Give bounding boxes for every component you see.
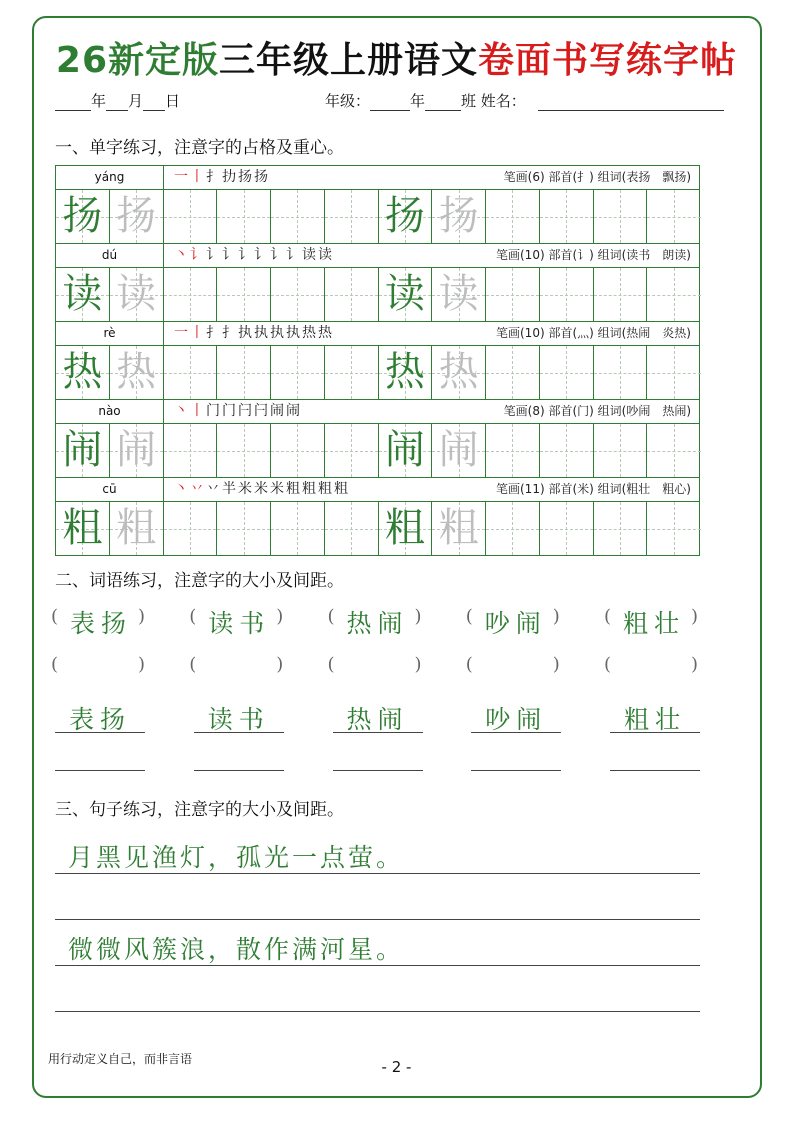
stroke-step: 扬 — [238, 169, 254, 185]
stroke-step: 热 — [302, 325, 318, 341]
stroke-step: 粗 — [302, 481, 318, 497]
stroke-order — [174, 400, 302, 423]
stroke-step: 丨 — [190, 169, 206, 185]
practice-cell[interactable] — [432, 346, 486, 399]
char-info-row — [56, 322, 699, 346]
month-label: 月 — [128, 92, 144, 110]
trace-character: 扬 — [116, 193, 157, 239]
stroke-step: 读 — [302, 247, 318, 263]
model-character: 读 — [62, 271, 103, 317]
practice-cell[interactable] — [56, 190, 110, 243]
practice-cell[interactable] — [647, 502, 701, 555]
practice-cell[interactable] — [325, 268, 379, 321]
word-row-blank — [51, 652, 704, 681]
practice-cell[interactable] — [217, 424, 271, 477]
stroke-step: 丨 — [190, 403, 206, 419]
stroke-step: 一 — [174, 325, 190, 341]
word-guided: ( 表扬 ) — [51, 606, 151, 638]
stroke-step: 丷 — [206, 481, 222, 497]
stroke-step: 闩 — [238, 403, 254, 419]
practice-cell[interactable] — [432, 190, 486, 243]
practice-cell[interactable] — [594, 502, 648, 555]
stroke-step: 门 — [222, 403, 238, 419]
sentence-2: 微微风簇浪，散作满河星。 — [68, 935, 405, 964]
model-character: 读 — [384, 271, 425, 317]
trace-character: 读 — [116, 271, 157, 317]
trace-character: 闹 — [116, 427, 157, 473]
practice-cell[interactable] — [164, 190, 218, 243]
stroke-step: 讠 — [222, 247, 238, 263]
char-info-row — [56, 478, 699, 502]
year-label: 年 — [91, 92, 107, 110]
stroke-step: 一 — [174, 169, 190, 185]
section3-title: 三、句子练习，注意字的大小及间距。 — [55, 800, 344, 820]
stroke-order — [174, 166, 270, 189]
stroke-step: 丶 — [174, 481, 190, 497]
practice-cell[interactable] — [271, 268, 325, 321]
grade-blank[interactable] — [370, 94, 410, 111]
word-blank[interactable]: ( ) — [327, 654, 428, 675]
class-blank[interactable] — [425, 94, 461, 111]
practice-cell[interactable] — [217, 190, 271, 243]
stroke-order — [174, 322, 334, 345]
word-guided: ( 热闹 ) — [327, 606, 428, 638]
character-grid — [55, 165, 700, 556]
stroke-step: 执 — [238, 325, 254, 341]
char-meta: 笔画(8) 部首(门) 组词(吵闹 热闹) — [503, 404, 691, 418]
model-character: 热 — [384, 349, 425, 395]
practice-cell[interactable] — [325, 190, 379, 243]
stroke-step: 丶 — [174, 403, 190, 419]
practice-cell[interactable] — [540, 268, 594, 321]
trace-character: 粗 — [116, 505, 157, 551]
practice-cell[interactable] — [432, 424, 486, 477]
grade-year-label: 年 — [410, 92, 426, 110]
stroke-order — [174, 244, 334, 267]
model-character: 扬 — [384, 193, 425, 239]
word-empty-line[interactable] — [194, 748, 284, 771]
practice-cell[interactable] — [110, 190, 164, 243]
word-guided: ( 粗壮 ) — [604, 606, 704, 638]
stroke-order — [174, 478, 350, 501]
stroke-step: 热 — [318, 325, 334, 341]
practice-cell[interactable] — [379, 268, 433, 321]
word-guided: ( 读书 ) — [189, 606, 290, 638]
year-blank[interactable] — [55, 94, 91, 111]
word-blank[interactable]: ( ) — [604, 654, 704, 675]
class-name-label: 班 姓名： — [461, 92, 526, 110]
pinyin-cell: rè — [56, 322, 164, 345]
day-blank[interactable] — [143, 94, 165, 111]
stroke-step: 半 — [222, 481, 238, 497]
char-meta: 笔画(10) 部首(讠) 组词(读书 朗读) — [496, 248, 691, 262]
stroke-step: 执 — [286, 325, 302, 341]
grade-fields — [325, 90, 724, 111]
practice-cell[interactable] — [110, 346, 164, 399]
practice-cell[interactable] — [379, 346, 433, 399]
stroke-step: 扬 — [254, 169, 270, 185]
title-green: 26新定版 — [55, 40, 220, 81]
stroke-step: 扌 — [206, 325, 222, 341]
pinyin-cell: nào — [56, 400, 164, 423]
stroke-step: 讠 — [286, 247, 302, 263]
word-row-guided — [51, 604, 704, 640]
section1-title: 一、单字练习，注意字的占格及重心。 — [55, 138, 344, 158]
practice-cell[interactable] — [540, 502, 594, 555]
stroke-step: 扌 — [206, 169, 222, 185]
pinyin-cell: cū — [56, 478, 164, 501]
word-empty-line[interactable] — [471, 748, 561, 771]
practice-cell[interactable] — [271, 502, 325, 555]
practice-cell[interactable] — [594, 424, 648, 477]
practice-cell[interactable] — [56, 502, 110, 555]
stroke-step: 讠 — [270, 247, 286, 263]
word-underlined: 粗壮 — [610, 700, 700, 733]
day-label: 日 — [165, 92, 181, 110]
stroke-step: 讠 — [190, 247, 206, 263]
practice-cell[interactable] — [540, 424, 594, 477]
page-title — [0, 32, 793, 83]
practice-cell[interactable] — [432, 268, 486, 321]
trace-character: 粗 — [438, 505, 479, 551]
char-practice-row — [56, 268, 699, 322]
stroke-step: 丷 — [190, 481, 206, 497]
model-character: 闹 — [62, 427, 103, 473]
word-underlined: 表扬 — [55, 700, 145, 733]
sentence-line-4[interactable] — [55, 1011, 700, 1012]
word-underlined: 热闹 — [333, 700, 423, 733]
stroke-step: 闹 — [270, 403, 286, 419]
practice-cell[interactable] — [325, 346, 379, 399]
practice-cell[interactable] — [217, 268, 271, 321]
word-guided: ( 吵闹 ) — [465, 606, 566, 638]
practice-cell[interactable] — [110, 424, 164, 477]
practice-cell[interactable] — [647, 268, 701, 321]
model-character: 热 — [62, 349, 103, 395]
stroke-step: 丶 — [174, 247, 190, 263]
title-black: 三年级上册语文 — [219, 40, 479, 81]
stroke-step: 闹 — [286, 403, 302, 419]
practice-cell[interactable] — [325, 502, 379, 555]
practice-cell[interactable] — [56, 424, 110, 477]
stroke-step: 粗 — [286, 481, 302, 497]
practice-cell[interactable] — [217, 502, 271, 555]
practice-cell[interactable] — [56, 346, 110, 399]
stroke-step: 读 — [318, 247, 334, 263]
practice-cell[interactable] — [540, 346, 594, 399]
header-row — [55, 90, 745, 112]
char-practice-row — [56, 190, 699, 244]
practice-cell[interactable] — [486, 268, 540, 321]
practice-cell[interactable] — [379, 424, 433, 477]
word-empty-line[interactable] — [610, 748, 700, 771]
sentence-line-1[interactable] — [55, 873, 700, 874]
stroke-step: 粗 — [334, 481, 350, 497]
char-info-row — [56, 400, 699, 424]
stroke-step: 丨 — [190, 325, 206, 341]
char-meta: 笔画(10) 部首(灬) 组词(热闹 炎热) — [496, 326, 691, 340]
practice-cell[interactable] — [486, 502, 540, 555]
practice-cell[interactable] — [486, 424, 540, 477]
stroke-step: 米 — [270, 481, 286, 497]
page-number: - 2 - — [381, 1058, 412, 1076]
practice-cell[interactable] — [594, 190, 648, 243]
word-row-empty-lines — [55, 748, 700, 771]
pinyin-cell: dú — [56, 244, 164, 267]
practice-cell[interactable] — [164, 424, 218, 477]
practice-cell[interactable] — [271, 190, 325, 243]
stroke-step: 米 — [254, 481, 270, 497]
stroke-step: 讠 — [254, 247, 270, 263]
stroke-step: 扐 — [222, 169, 238, 185]
stroke-step: 门 — [206, 403, 222, 419]
date-fields — [55, 90, 180, 111]
word-underlined: 吵闹 — [471, 700, 561, 733]
practice-cell[interactable] — [647, 346, 701, 399]
stroke-step: 讠 — [238, 247, 254, 263]
practice-cell[interactable] — [325, 424, 379, 477]
model-character: 粗 — [384, 505, 425, 551]
stroke-step: 执 — [270, 325, 286, 341]
practice-cell[interactable] — [271, 346, 325, 399]
model-character: 扬 — [62, 193, 103, 239]
practice-cell[interactable] — [379, 502, 433, 555]
practice-cell[interactable] — [647, 190, 701, 243]
practice-cell[interactable] — [110, 502, 164, 555]
title-red: 卷面书写练字帖 — [478, 40, 738, 81]
trace-character: 热 — [438, 349, 479, 395]
practice-cell[interactable] — [594, 346, 648, 399]
practice-cell[interactable] — [432, 502, 486, 555]
trace-character: 扬 — [438, 193, 479, 239]
trace-character: 闹 — [438, 427, 479, 473]
practice-cell[interactable] — [164, 502, 218, 555]
practice-cell[interactable] — [594, 268, 648, 321]
practice-cell[interactable] — [647, 424, 701, 477]
practice-cell[interactable] — [379, 190, 433, 243]
word-blank[interactable]: ( ) — [51, 654, 151, 675]
practice-cell[interactable] — [540, 190, 594, 243]
word-blank[interactable]: ( ) — [465, 654, 566, 675]
model-character: 粗 — [62, 505, 103, 551]
stroke-step: 闩 — [254, 403, 270, 419]
word-empty-line[interactable] — [55, 748, 145, 771]
practice-cell[interactable] — [217, 346, 271, 399]
footer-note: 用行动定义自己，而非言语 — [48, 1052, 193, 1066]
stroke-step: 讠 — [206, 247, 222, 263]
model-character: 闹 — [384, 427, 425, 473]
stroke-step: 执 — [254, 325, 270, 341]
section2-title: 二、词语练习，注意字的大小及间距。 — [55, 571, 344, 591]
practice-cell[interactable] — [486, 346, 540, 399]
month-blank[interactable] — [106, 94, 128, 111]
word-row-underlined — [55, 700, 700, 733]
word-blank[interactable]: ( ) — [189, 654, 290, 675]
sentence-line-3[interactable] — [55, 965, 700, 966]
char-meta: 笔画(11) 部首(米) 组词(粗壮 粗心) — [496, 482, 691, 496]
sentence-line-2[interactable] — [55, 919, 700, 920]
char-practice-row — [56, 502, 699, 555]
practice-cell[interactable] — [271, 424, 325, 477]
practice-cell[interactable] — [164, 346, 218, 399]
stroke-step: 扌 — [222, 325, 238, 341]
practice-cell[interactable] — [164, 268, 218, 321]
practice-cell[interactable] — [56, 268, 110, 321]
char-practice-row — [56, 346, 699, 400]
word-underlined: 读书 — [194, 700, 284, 733]
char-practice-row — [56, 424, 699, 478]
practice-cell[interactable] — [110, 268, 164, 321]
grade-label: 年级： — [325, 92, 371, 110]
stroke-step: 粗 — [318, 481, 334, 497]
trace-character: 热 — [116, 349, 157, 395]
name-blank[interactable] — [538, 94, 724, 111]
char-info-row — [56, 244, 699, 268]
char-info-row — [56, 166, 699, 190]
sentence-1: 月黑见渔灯，孤光一点萤。 — [68, 843, 405, 872]
word-empty-line[interactable] — [333, 748, 423, 771]
stroke-step: 米 — [238, 481, 254, 497]
practice-cell[interactable] — [486, 190, 540, 243]
pinyin-cell: yáng — [56, 166, 164, 189]
char-meta: 笔画(6) 部首(扌) 组词(表扬 飘扬) — [503, 170, 691, 184]
trace-character: 读 — [438, 271, 479, 317]
